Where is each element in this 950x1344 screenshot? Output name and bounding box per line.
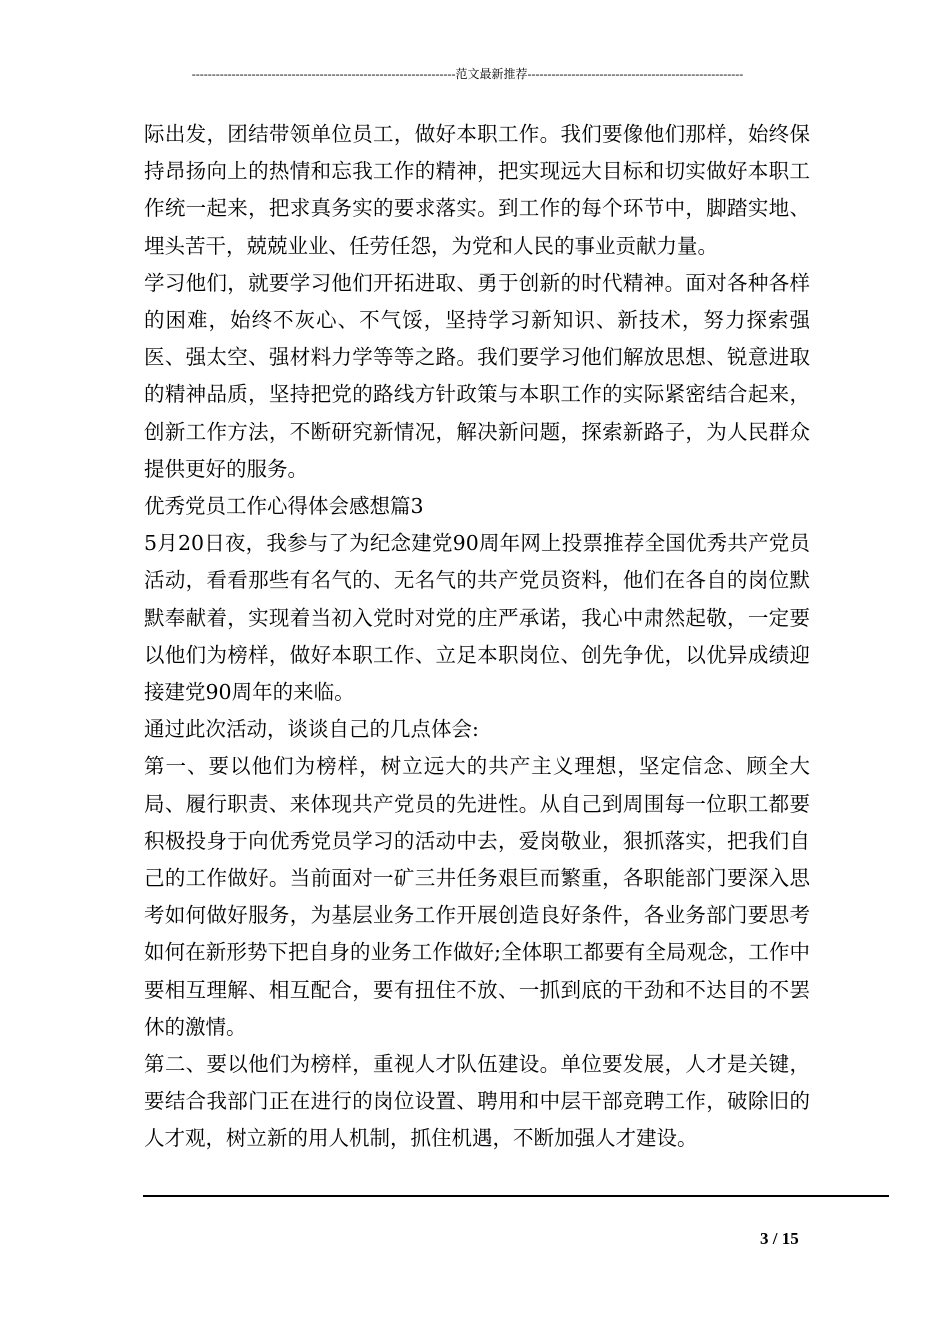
document-body	[144, 116, 810, 1158]
footer-divider	[143, 1195, 889, 1197]
section-heading: 优秀党员工作心得体会感想篇3	[144, 494, 424, 519]
paragraph-study-innovation: 学习他们，就要学习他们开拓进取、勇于创新的时代精神。面对各种各样的困难，始终不灰心、不气馁，坚持学习新知识、新技术，努力探索强医、强太空、强材料力学等等之路。我们要学习他们解放思想、锐意进取的精神品质，坚持把党的路线方针政策与本职工作的实际紧密结合起来，创新工作方法，不断研究新情况，解决新问题，探索新路子，为人民群众提供更好的服务。	[144, 270, 810, 481]
page-number: 3 / 15	[760, 1229, 799, 1248]
paragraph-point-one: 第一、要以他们为榜样，树立远大的共产主义理想，坚定信念、顾全大局、履行职责、来体现共产党员的先进性。从自己到周围每一位职工都要积极投身于向优秀党员学习的活动中去，爱岗敬业，狠抓落实，把我们自己的工作做好。当前面对一矿三井任务艰巨而繁重，各职能部门要深入思考如何做好服务，为基层业务工作开展创造良好条件，各业务部门要思考如何在新形势下把自身的业务工作做好;全体职工都要有全局观念，工作中要相互理解、相互配合，要有扭住不放、一抓到底的干劲和不达目的不罢休的激情。	[144, 754, 810, 1039]
paragraph-continuation: 际出发，团结带领单位员工，做好本职工作。我们要像他们那样，始终保持昂扬向上的热情和忘我工作的精神，把实现远大目标和切实做好本职工作统一起来，把求真务实的要求落实。到工作的每个环节中，脚踏实地、埋头苦干，兢兢业业、任劳任怨，为党和人民的事业贡献力量。	[144, 122, 810, 258]
paragraph-intro-points: 通过此次活动，谈谈自己的几点体会:	[144, 717, 479, 742]
page-header: ------------------------------------------------------------------范文最新推荐------------------------------------------------------	[191, 67, 744, 81]
paragraph-point-two: 第二、要以他们为榜样，重视人才队伍建设。单位要发展，人才是关键，要结合我部门正在进行的岗位设置、聘用和中层干部竞聘工作，破除旧的人才观，树立新的用人机制，抓住机遇，不断加强人才建设。	[144, 1052, 810, 1151]
paragraph-may-20: 5月20日夜，我参与了为纪念建党90周年网上投票推荐全国优秀共产党员活动，看看那些有名气的、无名气的共产党员资料，他们在各自的岗位默默奉献着，实现着当初入党时对党的庄严承诺，我心中肃然起敬，一定要以他们为榜样，做好本职工作、立足本职岗位、创先争优，以优异成绩迎接建党90周年的来临。	[144, 531, 810, 705]
